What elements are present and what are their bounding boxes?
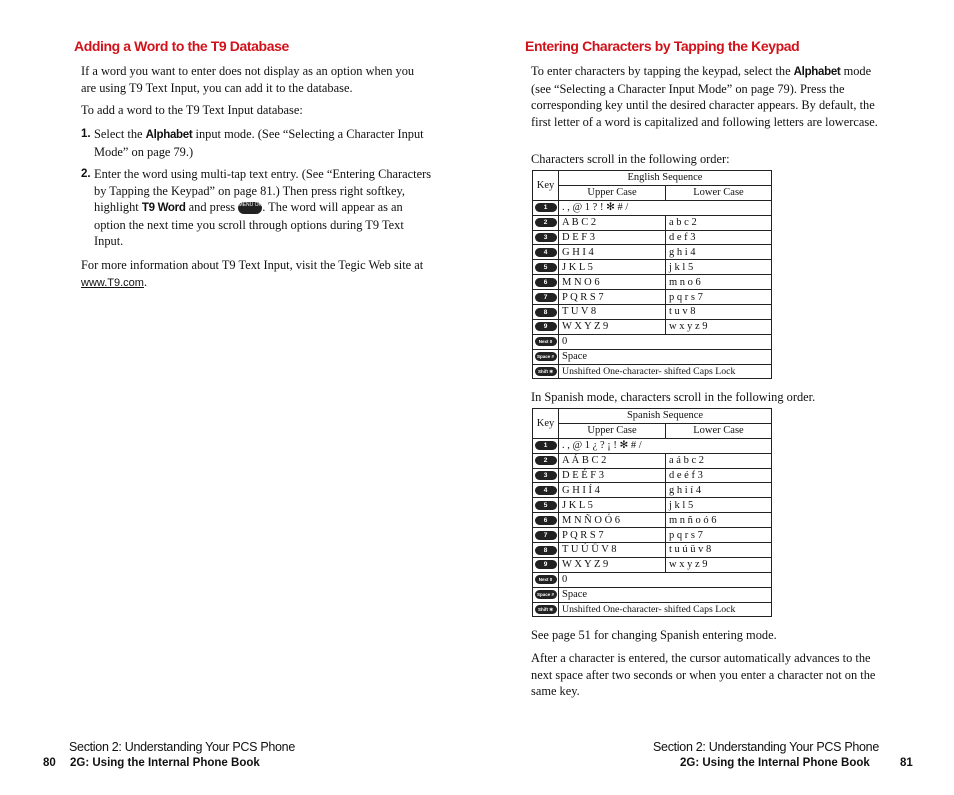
key-cell bbox=[533, 215, 559, 230]
table-row bbox=[533, 334, 772, 349]
table-row bbox=[533, 260, 772, 275]
see-page-text: See page 51 for changing Spanish entering mode. bbox=[531, 628, 777, 642]
right-footer-chapter: 2G: Using the Internal Phone Book bbox=[680, 757, 870, 769]
lower-case-cell: m n o 6 bbox=[666, 275, 772, 290]
upper-case-cell: 0 bbox=[559, 334, 772, 349]
lower-case-header: Lower Case bbox=[666, 423, 772, 438]
keypad-key-icon: Next 0 bbox=[535, 337, 557, 346]
table-row bbox=[533, 557, 772, 572]
right-heading: Entering Characters by Tapping the Keypad bbox=[525, 38, 800, 54]
keypad-key-icon: 2 bbox=[535, 218, 557, 227]
key-cell bbox=[533, 260, 559, 275]
keypad-key-icon: 9 bbox=[535, 322, 557, 331]
lower-case-cell: d e f 3 bbox=[666, 230, 772, 245]
table-row bbox=[533, 587, 772, 602]
lower-case-cell: p q r s 7 bbox=[666, 290, 772, 305]
table-row bbox=[533, 498, 772, 513]
lower-case-cell: w x y z 9 bbox=[666, 319, 772, 334]
left-intro: If a word you want to enter does not display as an option when you are using T9 Text Input, you can add it to the database. bbox=[81, 64, 415, 95]
english-sequence-table bbox=[532, 170, 772, 379]
upper-case-cell: A Á B C 2 bbox=[559, 453, 666, 468]
upper-case-cell: P Q R S 7 bbox=[559, 290, 666, 305]
key-cell bbox=[533, 557, 559, 572]
right-footer-section: Section 2: Understanding Your PCS Phone bbox=[653, 740, 879, 754]
table-row bbox=[533, 275, 772, 290]
table-row bbox=[533, 572, 772, 587]
lower-case-cell: d e é f 3 bbox=[666, 468, 772, 483]
key-cell bbox=[533, 305, 559, 320]
spanish-sequence-table bbox=[532, 408, 772, 617]
table-row bbox=[533, 483, 772, 498]
key-cell bbox=[533, 498, 559, 513]
spanish-intro: In Spanish mode, characters scroll in the following order. bbox=[531, 390, 816, 404]
keypad-key-icon: 4 bbox=[535, 486, 557, 495]
keypad-key-icon: Shift ✻ bbox=[535, 605, 557, 614]
keypad-key-icon: 7 bbox=[535, 293, 557, 302]
lower-case-cell: a b c 2 bbox=[666, 215, 772, 230]
english-sequence-title: English Sequence bbox=[559, 171, 772, 186]
upper-case-cell: J K L 5 bbox=[559, 260, 666, 275]
upper-case-cell: W X Y Z 9 bbox=[559, 557, 666, 572]
keypad-key-icon: 5 bbox=[535, 501, 557, 510]
menu-ok-key-icon: MENU OK bbox=[238, 202, 262, 214]
step-2-text: Enter the word using multi-tap text entry. (See “Entering Characters by Tapping the Keypad” on page 81.) Then press right softkey, highlight T9 Word and press MENU OK. The word will appear as an option the next time you scroll through options during T9 Text Input. bbox=[94, 167, 432, 249]
key-cell bbox=[533, 334, 559, 349]
keypad-key-icon: 5 bbox=[535, 263, 557, 272]
table-row bbox=[533, 602, 772, 617]
keypad-key-icon: 1 bbox=[535, 203, 557, 212]
key-cell bbox=[533, 453, 559, 468]
key-cell bbox=[533, 438, 559, 453]
key-cell bbox=[533, 364, 559, 379]
keypad-key-icon: 3 bbox=[535, 471, 557, 480]
keypad-key-icon: 3 bbox=[535, 233, 557, 242]
key-cell bbox=[533, 587, 559, 602]
key-cell bbox=[533, 200, 559, 215]
keypad-key-icon: 9 bbox=[535, 560, 557, 569]
keypad-key-icon: 8 bbox=[535, 308, 557, 317]
upper-case-cell: G H I 4 bbox=[559, 245, 666, 260]
table-row bbox=[533, 528, 772, 543]
upper-case-cell: P Q R S 7 bbox=[559, 528, 666, 543]
left-page-number: 80 bbox=[43, 757, 56, 769]
key-cell bbox=[533, 572, 559, 587]
lower-case-cell: a á b c 2 bbox=[666, 453, 772, 468]
keypad-key-icon: 1 bbox=[535, 441, 557, 450]
keypad-key-icon: 6 bbox=[535, 516, 557, 525]
key-cell bbox=[533, 349, 559, 364]
upper-case-cell: 0 bbox=[559, 572, 772, 587]
keypad-key-icon: 4 bbox=[535, 248, 557, 257]
table-row bbox=[533, 319, 772, 334]
upper-case-cell: A B C 2 bbox=[559, 215, 666, 230]
key-header: Key bbox=[533, 171, 559, 201]
upper-case-cell: Space bbox=[559, 587, 772, 602]
upper-case-cell: W X Y Z 9 bbox=[559, 319, 666, 334]
upper-case-cell: Unshifted One-character- shifted Caps Lock bbox=[559, 602, 772, 617]
upper-case-cell: T U V 8 bbox=[559, 305, 666, 320]
after-character-text: After a character is entered, the cursor automatically advances to the next space after two seconds or when you enter a character not on the same key. bbox=[531, 651, 876, 699]
keypad-key-icon: 2 bbox=[535, 456, 557, 465]
key-cell bbox=[533, 319, 559, 334]
lower-case-cell: m n ñ o ó 6 bbox=[666, 513, 772, 528]
upper-case-header: Upper Case bbox=[559, 185, 666, 200]
upper-case-cell: . , @ 1 ? ! ✻ # / bbox=[559, 200, 772, 215]
table-row bbox=[533, 230, 772, 245]
keypad-key-icon: 8 bbox=[535, 546, 557, 555]
table-row bbox=[533, 468, 772, 483]
lower-case-cell: g h i 4 bbox=[666, 245, 772, 260]
upper-case-cell: Unshifted One-character- shifted Caps Lock bbox=[559, 364, 772, 379]
keypad-key-icon: Next 0 bbox=[535, 575, 557, 584]
lower-case-cell: g h i í 4 bbox=[666, 483, 772, 498]
lower-case-cell: j k l 5 bbox=[666, 498, 772, 513]
table-row bbox=[533, 364, 772, 379]
key-cell bbox=[533, 230, 559, 245]
alphabet-mode-label: Alphabet bbox=[793, 66, 841, 78]
lower-case-cell: t u v 8 bbox=[666, 305, 772, 320]
table-row bbox=[533, 290, 772, 305]
key-cell bbox=[533, 275, 559, 290]
table-row bbox=[533, 200, 772, 215]
lower-case-cell: p q r s 7 bbox=[666, 528, 772, 543]
upper-case-cell: G H I Í 4 bbox=[559, 483, 666, 498]
key-cell bbox=[533, 602, 559, 617]
key-cell bbox=[533, 483, 559, 498]
left-footer-chapter: 2G: Using the Internal Phone Book bbox=[70, 757, 260, 769]
left-more-info: For more information about T9 Text Input, visit the Tegic Web site at www.T9.com. bbox=[81, 258, 424, 289]
key-cell bbox=[533, 513, 559, 528]
lower-case-header: Lower Case bbox=[666, 185, 772, 200]
keypad-key-icon: Space # bbox=[535, 590, 557, 599]
t9-word-label: T9 Word bbox=[141, 202, 186, 215]
lower-case-cell: w x y z 9 bbox=[666, 557, 772, 572]
table-row bbox=[533, 349, 772, 364]
upper-case-cell: Space bbox=[559, 349, 772, 364]
upper-case-cell: D E É F 3 bbox=[559, 468, 666, 483]
table-row bbox=[533, 305, 772, 320]
key-cell bbox=[533, 290, 559, 305]
step-2-number: 2. bbox=[81, 168, 91, 180]
upper-case-cell: D E F 3 bbox=[559, 230, 666, 245]
scroll-order-text: Characters scroll in the following order: bbox=[531, 152, 730, 166]
step-1-number: 1. bbox=[81, 128, 91, 140]
keypad-key-icon: Shift ✻ bbox=[535, 367, 557, 376]
left-footer-section: Section 2: Understanding Your PCS Phone bbox=[69, 740, 295, 754]
upper-case-cell: T U Ú Ü V 8 bbox=[559, 543, 666, 558]
key-cell bbox=[533, 543, 559, 558]
key-cell bbox=[533, 245, 559, 260]
step-1-text: Select the Alphabet input mode. (See “Selecting a Character Input Mode” on page 79.) bbox=[94, 127, 424, 159]
alphabet-label: Alphabet bbox=[145, 129, 193, 141]
lower-case-cell: t u ú ü v 8 bbox=[666, 543, 772, 558]
left-to-add: To add a word to the T9 Text Input database: bbox=[81, 103, 303, 117]
table-row bbox=[533, 513, 772, 528]
table-row bbox=[533, 543, 772, 558]
table-row bbox=[533, 438, 772, 453]
keypad-key-icon: 6 bbox=[535, 278, 557, 287]
table-row bbox=[533, 245, 772, 260]
upper-case-cell: . , @ 1 ¿ ? ¡ ! ✻ # / bbox=[559, 438, 772, 453]
lower-case-cell: j k l 5 bbox=[666, 260, 772, 275]
table-row bbox=[533, 453, 772, 468]
right-intro: To enter characters by tapping the keypad, select the Alphabet mode (see “Selecting a Character Input Mode” on page 79). Press the corresponding key until the desired character appears. By default, the first letter of a word is capitalized and following letters are lowercase. bbox=[531, 64, 878, 129]
keypad-key-icon: Space # bbox=[535, 352, 557, 361]
key-cell bbox=[533, 528, 559, 543]
upper-case-cell: M N O 6 bbox=[559, 275, 666, 290]
upper-case-cell: J K L 5 bbox=[559, 498, 666, 513]
t9-link[interactable]: www.T9.com bbox=[81, 276, 144, 289]
left-heading: Adding a Word to the T9 Database bbox=[74, 38, 289, 54]
table-row bbox=[533, 215, 772, 230]
key-header: Key bbox=[533, 409, 559, 439]
upper-case-cell: M N Ñ O Ó 6 bbox=[559, 513, 666, 528]
upper-case-header: Upper Case bbox=[559, 423, 666, 438]
right-page-number: 81 bbox=[900, 757, 913, 769]
spanish-sequence-title: Spanish Sequence bbox=[559, 409, 772, 424]
keypad-key-icon: 7 bbox=[535, 531, 557, 540]
key-cell bbox=[533, 468, 559, 483]
